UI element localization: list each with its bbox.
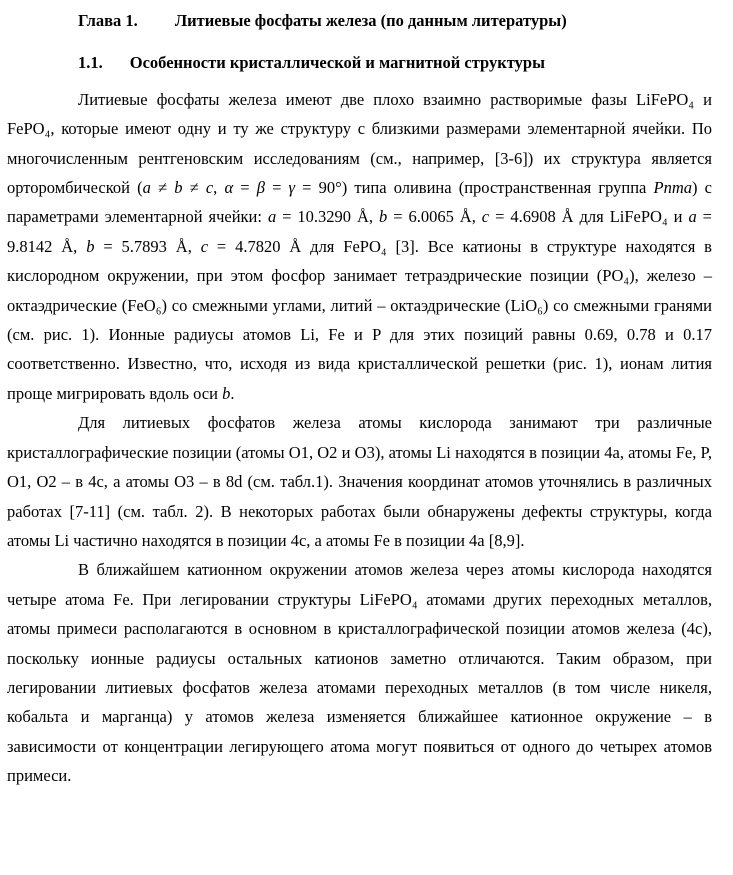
document-body (7, 85, 712, 791)
chapter-heading (7, 6, 712, 35)
chapter-number: Глава 1. (78, 11, 138, 30)
paragraph-cation-environment: В ближайшем катионном окружении атомов железа через атомы кислорода находятся четыре атома Fe. При легировании структуры LiFePO₄ атомами других переходных металлов, атомы примеси располагаются в основном в кристаллографической позиции атомов железа (4c), поскольку ионные радиусы остальных катионов заметно отличаются. Таким образом, при легировании литиевых фосфатов железа атомами переходных металлов (в том числе никеля, кобальта и марганца) у атомов железа изменяется ближайшее катионное окружение – в зависимости от концентрации легирующего атома могут появиться от одного до четырех атомов примеси. (7, 560, 712, 786)
paragraph-crystallographic-positions: Для литиевых фосфатов железа атомы кислорода занимают три различные кристаллографические позиции (атомы O1, O2 и O3), атомы Li находятся в позиции 4a, атомы Fe, P, O1, O2 – в 4c, а атомы O3 – в 8d (см. табл.1). Значения координат атомов уточнялись в различных работах [7-11] (см. табл. 2). В некоторых работах были обнаружены дефекты структуры, когда атомы Li частично находятся в позиции 4c, а атомы Fe в позиции 4a [8,9]. (7, 413, 712, 550)
section-heading (7, 48, 712, 77)
section-number: 1.1. (78, 53, 103, 73)
paragraph-structure-overview: Литиевые фосфаты железа имеют две плохо взаимно растворимые фазы LiFePO₄ и FePO₄, которые имеют одну и ту же структуру с близкими размерами элементарной ячейки. По многочисленным рентгеновским исследованиям (см., например, [3-6]) их структура является орторомбической (a ≠ b ≠ c, α = β = γ = 90°) типа оливина (пространственная группа Pnma) с параметрами элементарной ячейки: a = 10.3290 Å, b = 6.0065 Å, c = 4.6908 Å для LiFePO₄ и a = 9.8142 Å, b = 5.7893 Å, c = 4.7820 Å для FePO₄ [3]. Все катионы в структуре находятся в кислородном окружении, при этом фосфор занимает тетраэдрические позиции (PO₄), железо – октаэдрические (FeO₆) со смежными углами, литий – октаэдрические (LiO₆) со смежными гранями (см. рис. 1). Ионные радиусы атомов Li, Fe и P для этих позиций равны 0.69, 0.78 и 0.17 соответственно. Известно, что, исходя из вида кристаллической решетки (рис. 1), ионам лития проще мигрировать вдоль оси b. (7, 89, 712, 403)
chapter-title: Литиевые фосфаты железа (по данным литературы) (174, 11, 567, 30)
section-title: Особенности кристаллической и магнитной структуры (129, 53, 545, 73)
